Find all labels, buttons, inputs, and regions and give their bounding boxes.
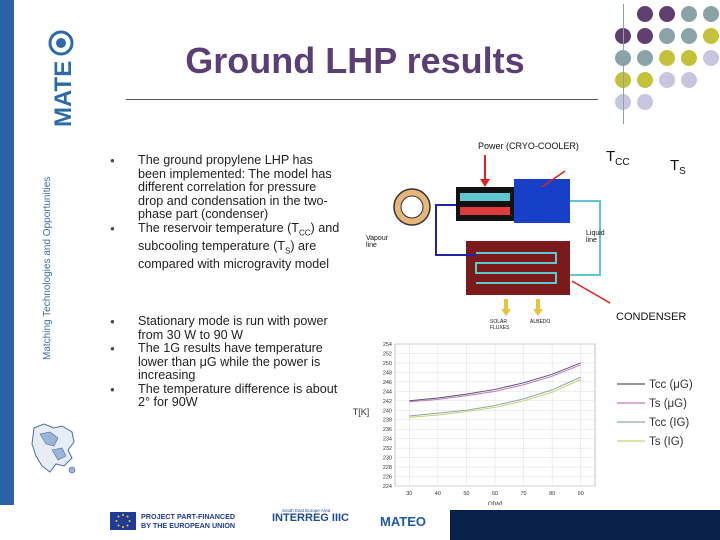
y-tick-label: 252 <box>382 351 392 358</box>
bullet-item-reservoir: ● The reservoir temperature $(T_{CC})$ and subcooling temperature $(T_S)$ are compared with microgravity model <box>110 222 340 272</box>
liquid-line-label: Liquid line <box>586 230 605 244</box>
albedo-label: ALBEDO <box>530 319 551 325</box>
x-tick-label: 80 <box>549 491 556 497</box>
svg-text:MATE: MATE <box>50 60 77 127</box>
y-tick-label: 250 <box>382 360 392 367</box>
y-tick-label: 226 <box>382 474 392 481</box>
y-axis-label: T[K] <box>352 407 370 417</box>
temperature-chart-svg <box>345 338 700 510</box>
solar-fluxes-label: SOLAR FLUXES <box>490 319 510 331</box>
y-tick-label: 234 <box>382 436 392 443</box>
lhp-schematic-graphic <box>360 135 610 335</box>
y-tick-label: 238 <box>382 417 392 424</box>
condenser-label: CONDENSER <box>616 311 687 323</box>
vapour-line-label: Vapour line <box>366 235 389 249</box>
y-tick-label: 224 <box>382 484 392 490</box>
y-tick-label: 248 <box>382 370 392 377</box>
power-label: Power (CRYO-COOLER) <box>478 141 579 151</box>
eu-financing-text <box>141 513 235 530</box>
eu-line-2: BY THE EUROPEAN UNION <box>141 520 236 530</box>
europe-map-icon <box>28 420 80 480</box>
legend-label: Ts (μG) <box>649 398 687 410</box>
x-tick-label: 60 <box>491 491 499 497</box>
interreg-logo: INTERREG IIIC <box>272 512 350 524</box>
x-tick-label: 40 <box>434 491 441 497</box>
bullet-list <box>110 154 340 410</box>
y-tick-label: 240 <box>382 408 392 415</box>
legend-label: Tcc (μG) <box>649 379 693 391</box>
temperature-chart <box>345 338 700 510</box>
sidebar-tagline: Matching Technologies and Opportunities <box>42 176 53 360</box>
y-tick-label: 242 <box>382 398 392 405</box>
legend-label: Tcc (IG) <box>649 417 690 429</box>
y-tick-label: 228 <box>382 465 392 472</box>
ts-label: $T_S$ <box>670 157 686 177</box>
y-tick-label: 244 <box>382 389 392 396</box>
bullet-item: ● The temperature difference is about 2° for 90W <box>110 383 340 410</box>
sidebar-blue-strip <box>0 0 14 540</box>
y-tick-label: 232 <box>382 446 392 453</box>
decorative-dots <box>615 0 720 120</box>
interreg-area-text: South East Europe Area <box>282 508 331 513</box>
tcc-label: $T_{CC}$ <box>606 148 630 168</box>
sidebar <box>0 0 80 540</box>
mateo-footer-logo: MATEO <box>380 514 426 529</box>
y-tick-label: 246 <box>382 379 392 386</box>
bullet-item: ● The ground propylene LHP has been implemented: The model has different correlation for pressure drop and condensation in the two-phase part (condenser) <box>110 154 340 222</box>
eu-line-1: PROJECT PART-FINANCED <box>141 512 236 521</box>
bullet-item: ● The 1G results have temperature lower than μG while the power is increasing <box>110 342 340 383</box>
y-tick-label: 236 <box>382 427 392 434</box>
legend-label: Ts (IG) <box>649 436 684 448</box>
title-divider <box>126 99 598 100</box>
y-tick-label: 254 <box>382 342 392 348</box>
x-tick-label: 70 <box>520 491 527 497</box>
footer-dark-band <box>450 510 720 540</box>
slide-title: Ground LHP results <box>185 40 525 81</box>
eu-flag-icon <box>110 512 136 530</box>
lhp-schematic <box>360 135 687 335</box>
x-tick-label: 50 <box>463 491 470 497</box>
x-tick-label: 30 <box>406 491 413 497</box>
mateo-logo-icon <box>44 30 78 130</box>
bullet-item: ● Stationary mode is run with power from 30 W to 90 W <box>110 315 340 342</box>
y-tick-label: 230 <box>382 455 392 462</box>
x-tick-label: 90 <box>577 491 584 497</box>
